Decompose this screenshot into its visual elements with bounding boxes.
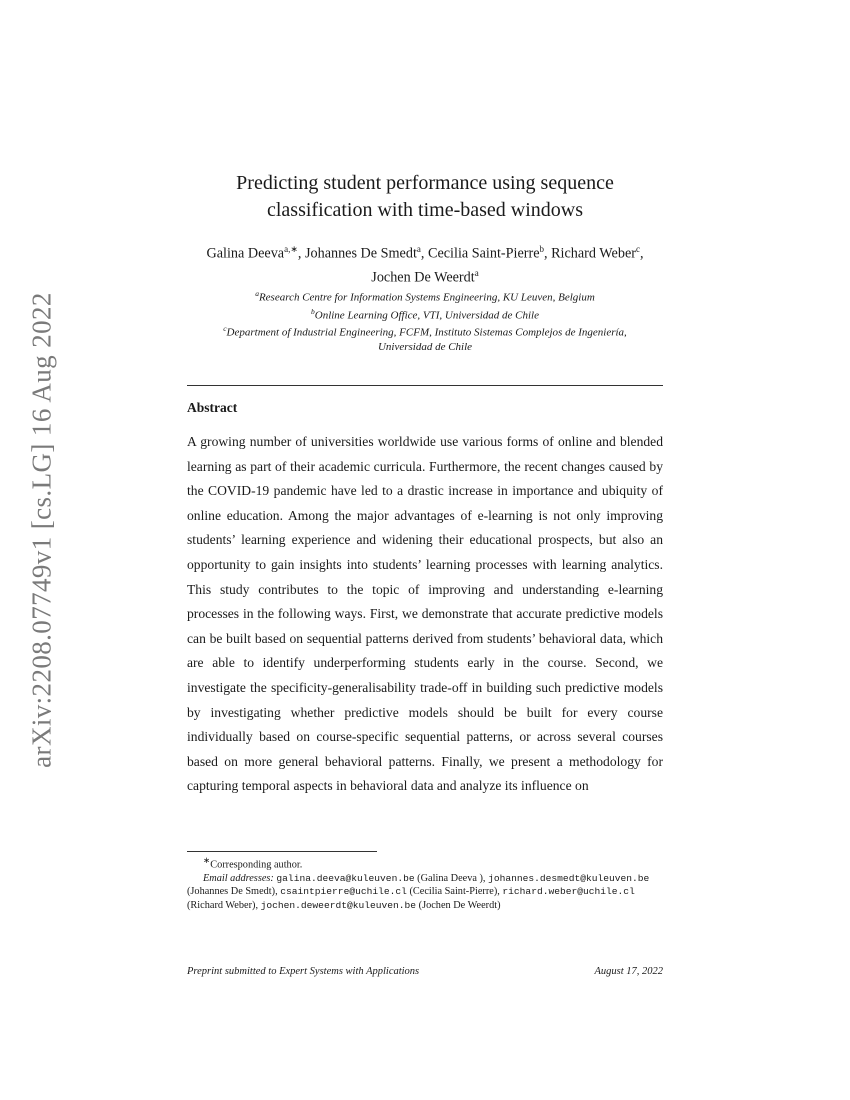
affiliation [175, 287, 675, 305]
email-owner: (Richard Weber), [187, 899, 261, 911]
author-sup: a,∗ [284, 244, 298, 254]
corresponding-note [187, 854, 663, 872]
affiliation-text: Department of Industrial Engineering, FCFM, Instituto Sistemas Complejos de Ingeniería, [226, 326, 627, 339]
affiliation-text: Research Centre for Information Systems Engineering, KU Leuven, Belgium [258, 291, 595, 304]
email-owner: (Johannes De Smedt), [187, 886, 281, 898]
email-owner: (Cecilia Saint-Pierre), [406, 886, 503, 898]
affiliation-list [175, 287, 675, 354]
email-link[interactable]: jochen.deweerdt@kuleuven.be [260, 899, 417, 911]
email-link[interactable]: richard.weber@uchile.cl [502, 886, 635, 898]
email-link[interactable]: galina.deeva@kuleuven.be [276, 872, 415, 884]
affiliation-sup: b [311, 306, 315, 316]
author-sup: b [539, 244, 544, 254]
abstract-divider [187, 385, 663, 386]
affiliation [175, 305, 675, 323]
email-label: Email addresses: [203, 872, 274, 884]
title-line-1: Predicting student performance using sequence [236, 172, 614, 194]
title-line-2: classification with time-based windows [266, 199, 584, 221]
email-owner: (Jochen De Weerdt) [416, 899, 501, 911]
email-owner: (Galina Deeva ), [414, 872, 486, 884]
abstract-body: A growing number of universities worldwide use various forms of online and blended learning as part of their academic curricula. Furthermore, the recent changes caused by the COVID-19 pandemic have led to a drastic increase in importance and ubiquity of online education. Among the major advantages of e-learning is not only improving students’ learning experience and widening their educational prospects, but also an opportunity to gain insights into students’ learning processes with learning analytics. This study contributes to the topic of improving and understanding e-learning processes in the following ways. First, we demonstrate that accurate predictive models can be built based on sequential patterns derived from students’ behavioral data, which are able to identify underperforming students early in the course. Second, we investigate the specificity-generalisability trade-off in building such predictive models by investigating whether predictive models should be built for every course individually based on course-specific sequential patterns, or across several courses based on more general behavioral patterns. Finally, we present a methodology for capturing temporal aspects in behavioral data and analyze its influence on [187, 434, 663, 794]
author-sep: , [639, 245, 644, 262]
affiliation-sup: a [255, 289, 259, 298]
author-list [175, 240, 675, 287]
email-link[interactable]: johannes.desmedt@kuleuven.be [488, 872, 650, 884]
author-name: Cecilia Saint-Pierre [428, 245, 540, 262]
preprint-date: August 17, 2022 [594, 966, 663, 977]
arxiv-identifier: arXiv:2208.07749v1 [cs.LG] 16 Aug 2022 [26, 292, 57, 768]
author-name: Galina Deeva [206, 245, 285, 262]
affiliation-text: Online Learning Office, VTI, Universidad de Chile [314, 309, 539, 322]
author-name: Jochen De Weerdt [371, 269, 475, 286]
corresponding-text: Corresponding author. [210, 859, 303, 871]
author-sep: , [297, 245, 305, 262]
affiliation-sup: c [223, 324, 227, 334]
email-addresses [187, 872, 663, 912]
author-sup: c [635, 244, 640, 254]
footnotes [187, 854, 663, 912]
preprint-note: Preprint submitted to Expert Systems with Applications [187, 966, 420, 977]
author-name: Johannes De Smedt [304, 245, 417, 262]
author-sep: , [544, 245, 552, 262]
affiliation [175, 340, 675, 354]
author-sup: a [416, 244, 421, 254]
corresponding-mark: ∗ [203, 855, 211, 865]
paper-title [185, 170, 665, 224]
affiliation-text: Universidad de Chile [377, 340, 473, 353]
abstract-heading: Abstract [187, 400, 238, 415]
author-sup: a [474, 267, 479, 278]
affiliation [175, 322, 675, 340]
footnote-divider [187, 851, 377, 852]
author-sep: , [420, 245, 428, 262]
author-name: Richard Weber [551, 245, 636, 262]
email-link[interactable]: csaintpierre@uchile.cl [280, 886, 407, 898]
